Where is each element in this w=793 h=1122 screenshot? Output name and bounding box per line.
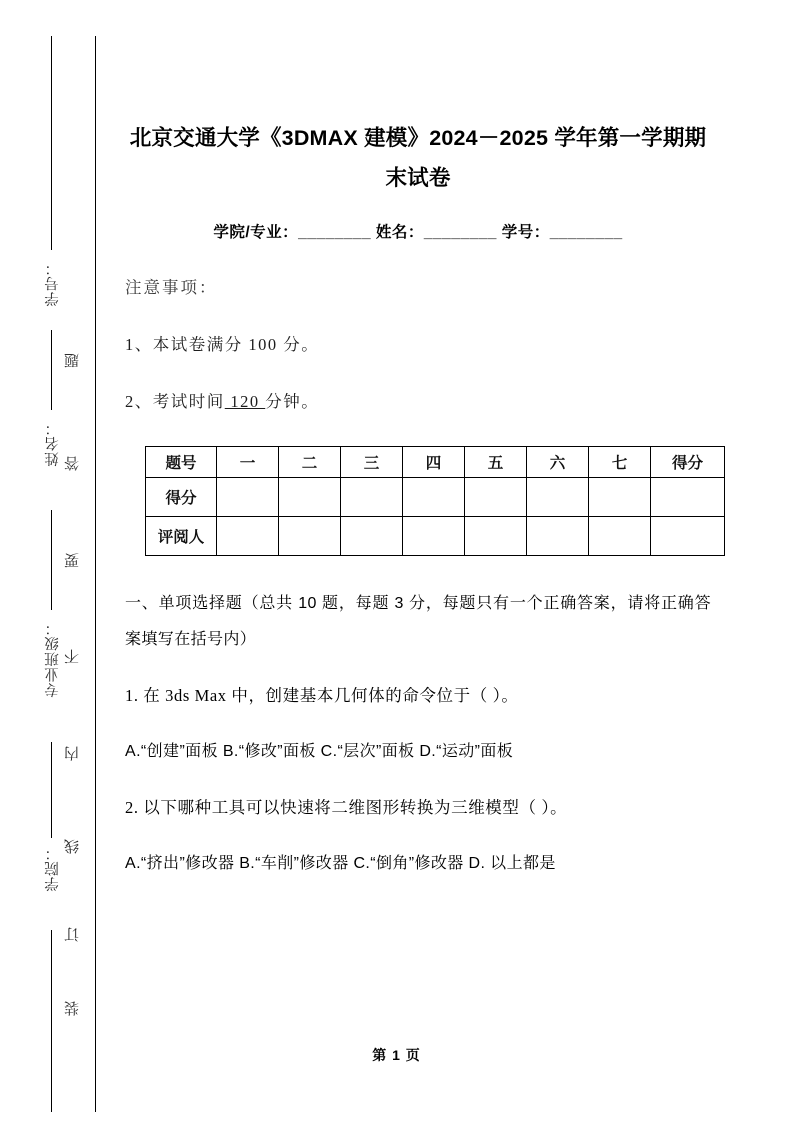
page-title: 北京交通大学《3DMAX 建模》2024－2025 学年第一学期期末试卷: [129, 126, 707, 190]
page-footer: 第 1 页: [372, 1047, 421, 1063]
score-table-header-q6: 六: [527, 447, 589, 478]
note-2-suffix: 分钟。: [265, 392, 320, 411]
score-row-label: 得分: [146, 478, 217, 517]
document-body: [125, 0, 711, 1122]
binding-label-name: 姓名：: [45, 420, 61, 467]
binding-glyph-ding: 订: [64, 926, 81, 942]
table-row-score: [146, 478, 725, 517]
grader-cell[interactable]: [279, 517, 341, 556]
score-cell[interactable]: [217, 478, 279, 517]
binding-glyph-zhuang: 装: [64, 1000, 81, 1016]
notes-heading: 注意事项：: [125, 278, 218, 297]
score-cell[interactable]: [279, 478, 341, 517]
student-identity-line: 学院/专业：________ 姓名：________ 学号：________: [213, 224, 623, 241]
grader-cell-total[interactable]: [651, 517, 725, 556]
score-table-header-q5: 五: [465, 447, 527, 478]
question-stem-1: 1. 在 3ds Max 中，创建基本几何体的命令位于（ ）。: [125, 686, 519, 705]
binding-outer-rule-segment-2: [51, 330, 52, 410]
binding-outer-rule-segment-5: [51, 930, 52, 1112]
score-table-header-q4: 四: [403, 447, 465, 478]
score-cell[interactable]: [341, 478, 403, 517]
binding-label-college: 学院：: [45, 845, 61, 892]
binding-glyph-yao: 要: [64, 552, 81, 568]
binding-margin: [0, 0, 112, 1122]
score-table: [145, 446, 725, 556]
score-table-header-q3: 三: [341, 447, 403, 478]
binding-outer-rule-segment-4: [51, 742, 52, 838]
note-item-total-score: [125, 331, 711, 355]
binding-glyph-da: 答: [64, 455, 81, 471]
score-table-header-q2: 二: [279, 447, 341, 478]
binding-outer-rule-segment-3: [51, 510, 52, 610]
binding-glyph-ti: 题: [64, 352, 81, 368]
score-table-header-q1: 一: [217, 447, 279, 478]
score-cell[interactable]: [465, 478, 527, 517]
note-1-prefix: 1、本试卷满分 100 分。: [125, 335, 320, 354]
grader-cell[interactable]: [589, 517, 651, 556]
binding-outer-rule-segment-1: [51, 36, 52, 250]
note-2-duration-value: 120: [224, 392, 266, 411]
question-options-1[interactable]: A.“创建”面板 B.“修改”面板 C.“层次”面板 D.“运动”面板: [125, 743, 514, 760]
grader-cell[interactable]: [465, 517, 527, 556]
binding-glyph-nei: 内: [64, 745, 81, 761]
score-cell[interactable]: [527, 478, 589, 517]
table-row-header: [146, 447, 725, 478]
binding-label-student-id: 学号：: [45, 260, 61, 307]
score-cell-total[interactable]: [651, 478, 725, 517]
score-table-container: [125, 446, 711, 556]
binding-inner-vertical-rule: [95, 36, 96, 1112]
grader-cell[interactable]: [341, 517, 403, 556]
table-row-grader: [146, 517, 725, 556]
binding-glyph-xian: 线: [64, 838, 81, 854]
grader-cell[interactable]: [403, 517, 465, 556]
binding-glyph-bu: 不: [64, 648, 81, 664]
question-options-2[interactable]: A.“挤出”修改器 B.“车削”修改器 C.“倒角”修改器 D. 以上都是: [125, 855, 556, 872]
question-stem-2: 2. 以下哪种工具可以快速将二维图形转换为三维模型（ ）。: [125, 798, 568, 817]
score-table-header-q7: 七: [589, 447, 651, 478]
score-table-header-total: 得分: [651, 447, 725, 478]
grader-row-label: 评阅人: [146, 517, 217, 556]
score-table-header-label: 题号: [146, 447, 217, 478]
note-2-prefix: 2、考试时间: [125, 392, 225, 411]
grader-cell[interactable]: [527, 517, 589, 556]
note-item-duration: [125, 388, 711, 412]
section-heading-multiple-choice: 一、单项选择题（总共 10 题，每题 3 分，每题只有一个正确答案，请将正确答案填写在括号内）: [125, 595, 711, 648]
score-cell[interactable]: [589, 478, 651, 517]
grader-cell[interactable]: [217, 517, 279, 556]
score-cell[interactable]: [403, 478, 465, 517]
binding-label-class: 专业班级：: [45, 620, 61, 698]
